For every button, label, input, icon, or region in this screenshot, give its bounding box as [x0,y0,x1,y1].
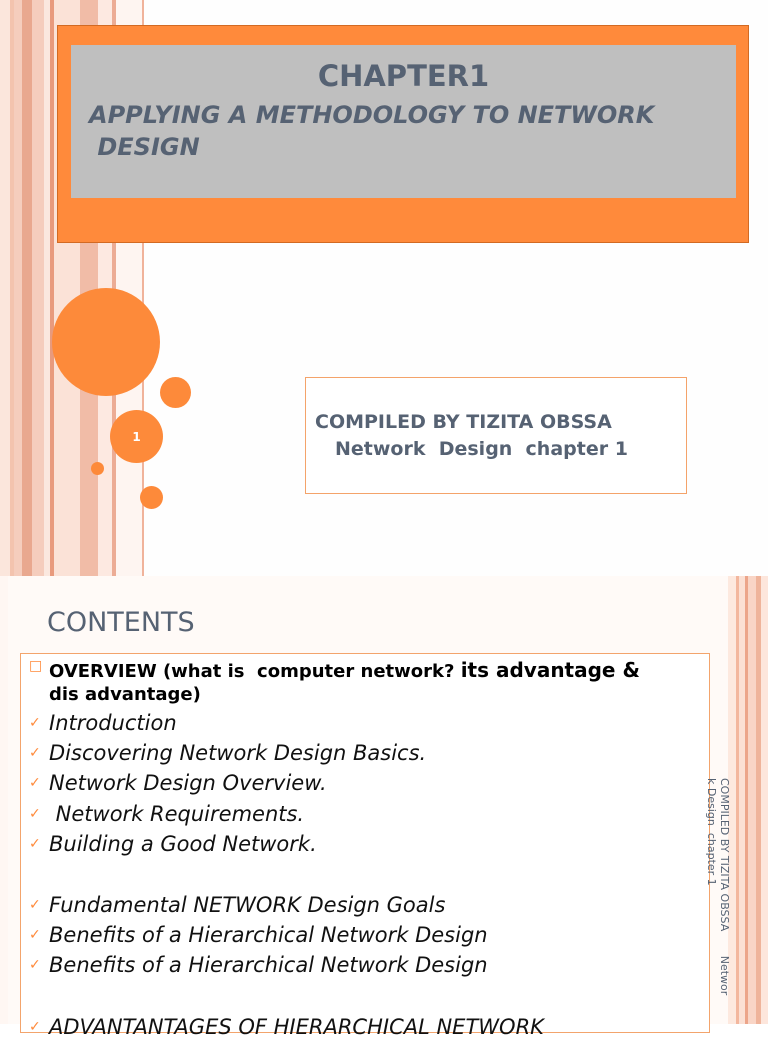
checkmark-bullet-icon: ✓ [29,806,41,822]
small-decor-circle [160,377,191,408]
overview-text-a: OVERVIEW (what is computer network? [49,661,461,682]
chapter-heading: CHAPTER1 [317,59,490,93]
slide-2 [0,576,768,1039]
overview-line-2: dis advantage) [49,684,201,705]
overview-line-1 [49,658,640,682]
compiled-by-text: COMPILED BY TIZITA OBSSA [315,411,612,433]
subtitle-line-1: APPLYING A METHODOLOGY TO NETWORK [89,101,655,129]
list-item: Building a Good Network. [49,832,317,856]
course-text: Network Design chapter 1 [335,438,628,460]
checkmark-bullet-icon: ✓ [29,836,41,852]
title-box [71,45,736,198]
hollow-square-bullet-icon: □ [29,658,43,674]
checkmark-bullet-icon: ✓ [29,715,41,731]
checkmark-bullet-icon: ✓ [29,927,41,943]
list-item: ADVANTANTAGES OF HIERARCHICAL NETWORK [49,1015,544,1039]
chapter-subtitle [89,99,709,163]
page-number-badge [110,410,163,463]
page-number: 1 [132,429,141,444]
list-item: Discovering Network Design Basics. [49,741,427,765]
list-item: Benefits of a Hierarchical Network Design [49,953,488,977]
list-item: Introduction [49,711,177,735]
large-decor-circle [52,288,160,396]
checkmark-bullet-icon: ✓ [29,957,41,973]
small-decor-circle-2 [140,486,163,509]
list-item: Network Design Overview. [49,771,327,795]
compiled-by-box [305,377,687,494]
list-item: Network Requirements. [49,802,305,826]
decorative-stripes-right [728,576,768,1024]
checkmark-bullet-icon: ✓ [29,897,41,913]
list-item: Benefits of a Hierarchical Network Design [49,923,488,947]
vertical-footer-text: COMPILED BY TIZITA OBSSA Networ k Design chapter 1 [705,778,731,996]
contents-heading: CONTENTS [47,607,195,638]
overview-text-b: its advantage & [460,658,640,682]
tiny-decor-circle [91,462,104,475]
contents-list [20,653,710,1039]
subtitle-line-2: DESIGN [89,133,200,161]
checkmark-bullet-icon: ✓ [29,775,41,791]
checkmark-bullet-icon: ✓ [29,745,41,761]
list-item: Fundamental NETWORK Design Goals [49,893,446,917]
checkmark-bullet-icon: ✓ [29,1019,41,1035]
